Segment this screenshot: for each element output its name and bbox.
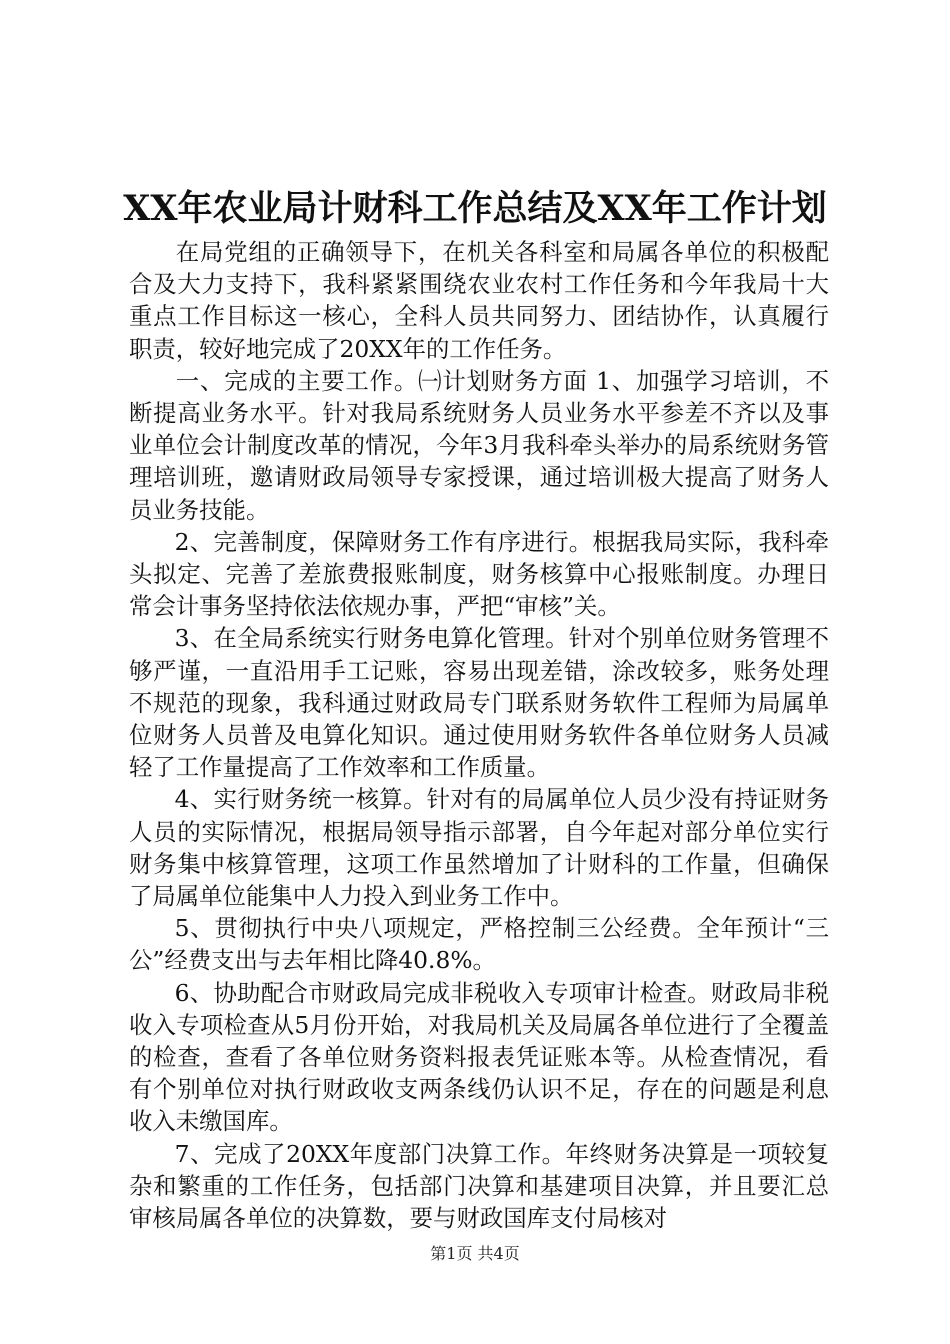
page-number-footer: 第1页 共4页 [430, 1244, 520, 1263]
document-title: XX年农业局计财科工作总结及XX年工作计划 [123, 188, 827, 229]
paragraph-item-6: 6、协助配合市财政局完成非税收入专项审计检查。财政局非税收入专项检查从5月份开始，对我局机关及局属各单位进行了全覆盖的检查，查看了各单位财务资料报表凭证账本等。从检查情况，看有个别单位对执行财政收支两条线仍认识不足，存在的问题是利息收入未缴国库。 [129, 978, 829, 1136]
paragraph-main-work: 一、完成的主要工作。㈠计划财务方面 1、加强学习培训，不断提高业务水平。针对我局系统财务人员业务水平参差不齐以及事业单位会计制度改革的情况，今年3月我科牵头举办的局系统财务管理培训班，邀请财政局领导专家授课，通过培训极大提高了财务人员业务技能。 [129, 366, 829, 524]
document-body [129, 236, 829, 1234]
paragraph-item-5: 5、贯彻执行中央八项规定，严格控制三公经费。全年预计“三公”经费支出与去年相比降40.8%。 [129, 914, 829, 975]
paragraph-item-2: 2、完善制度，保障财务工作有序进行。根据我局实际，我科牵头拟定、完善了差旅费报账制度，财务核算中心报账制度。办理日常会计事务坚持依法依规办事，严把“审核”关。 [129, 527, 829, 621]
paragraph-item-4: 4、实行财务统一核算。针对有的局属单位人员少没有持证财务人员的实际情况，根据局领导指示部署，自今年起对部分单位实行财务集中核算管理，这项工作虽然增加了计财科的工作量，但确保了局属单位能集中人力投入到业务工作中。 [129, 785, 829, 911]
paragraph-item-3: 3、在全局系统实行财务电算化管理。针对个别单位财务管理不够严谨，一直沿用手工记账，容易出现差错，涂改较多，账务处理不规范的现象，我科通过财政局专门联系财务软件工程师为局属单位财务人员普及电算化知识。通过使用财务软件各单位财务人员减轻了工作量提高了工作效率和工作质量。 [129, 624, 829, 782]
paragraph-item-7: 7、完成了20XX年度部门决算工作。年终财务决算是一项较复杂和繁重的工作任务，包括部门决算和基建项目决算，并且要汇总审核局属各单位的决算数，要与财政国库支付局核对 [129, 1139, 829, 1233]
paragraph-intro: 在局党组的正确领导下，在机关各科室和局属各单位的积极配合及大力支持下，我科紧紧围绕农业农村工作任务和今年我局十大重点工作目标这一核心，全科人员共同努力、团结协作，认真履行职责，较好地完成了20XX年的工作任务。 [129, 238, 829, 363]
